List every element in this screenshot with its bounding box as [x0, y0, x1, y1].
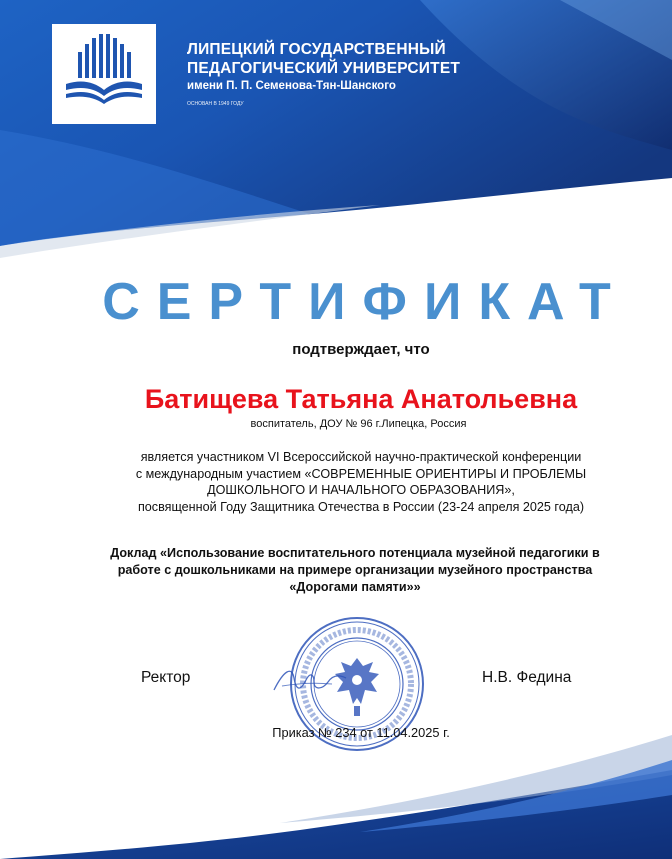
report-line: «Дорогами памяти»» [289, 580, 421, 594]
participation-text [0, 449, 672, 515]
participation-line: ДОШКОЛЬНОГО И НАЧАЛЬНОГО ОБРАЗОВАНИЯ», [207, 483, 515, 497]
university-logo-icon [52, 24, 156, 124]
order-number: Приказ № 234 от 11.04.2025 г. [272, 725, 450, 740]
university-logo [52, 24, 156, 124]
signer-name: Н.В. Федина [482, 669, 572, 686]
signature-icon [270, 660, 350, 700]
participation-line: с международным участием «СОВРЕМЕННЫЕ ОРИЕНТИРЫ И ПРОБЛЕМЫ [135, 466, 587, 481]
recipient-name: Батищева Татьяна Анатольевна [144, 384, 578, 414]
university-name-line1: ЛИПЕЦКИЙ ГОСУДАРСТВЕННЫЙ [187, 41, 446, 58]
recipient-position: воспитатель, ДОУ № 96 г.Липецка, Россия [250, 418, 467, 430]
participation-line: является участником VI Всероссийской научно-практической конференции [140, 450, 582, 464]
participation-line: посвященной Году Защитника Отечества в России (23-24 апреля 2025 года) [137, 499, 585, 514]
certificate-title: СЕРТИФИКАТ [102, 273, 628, 331]
university-founded: ОСНОВАН В 1949 ГОДУ [187, 101, 244, 107]
university-name-block [187, 40, 460, 108]
university-name-line2: ПЕДАГОГИЧЕСКИЙ УНИВЕРСИТЕТ [187, 60, 461, 77]
report-line: работе с дошкольниками на примере организации музейного пространства [117, 563, 593, 577]
report-line: Доклад «Использование воспитательного потенциала музейной педагогики в [110, 546, 600, 560]
university-name-line3: имени П. П. Семенова-Тян-Шанского [187, 80, 396, 92]
report-title [0, 545, 672, 596]
rector-label: Ректор [141, 669, 191, 686]
confirms-text: подтверждает, что [292, 341, 430, 358]
